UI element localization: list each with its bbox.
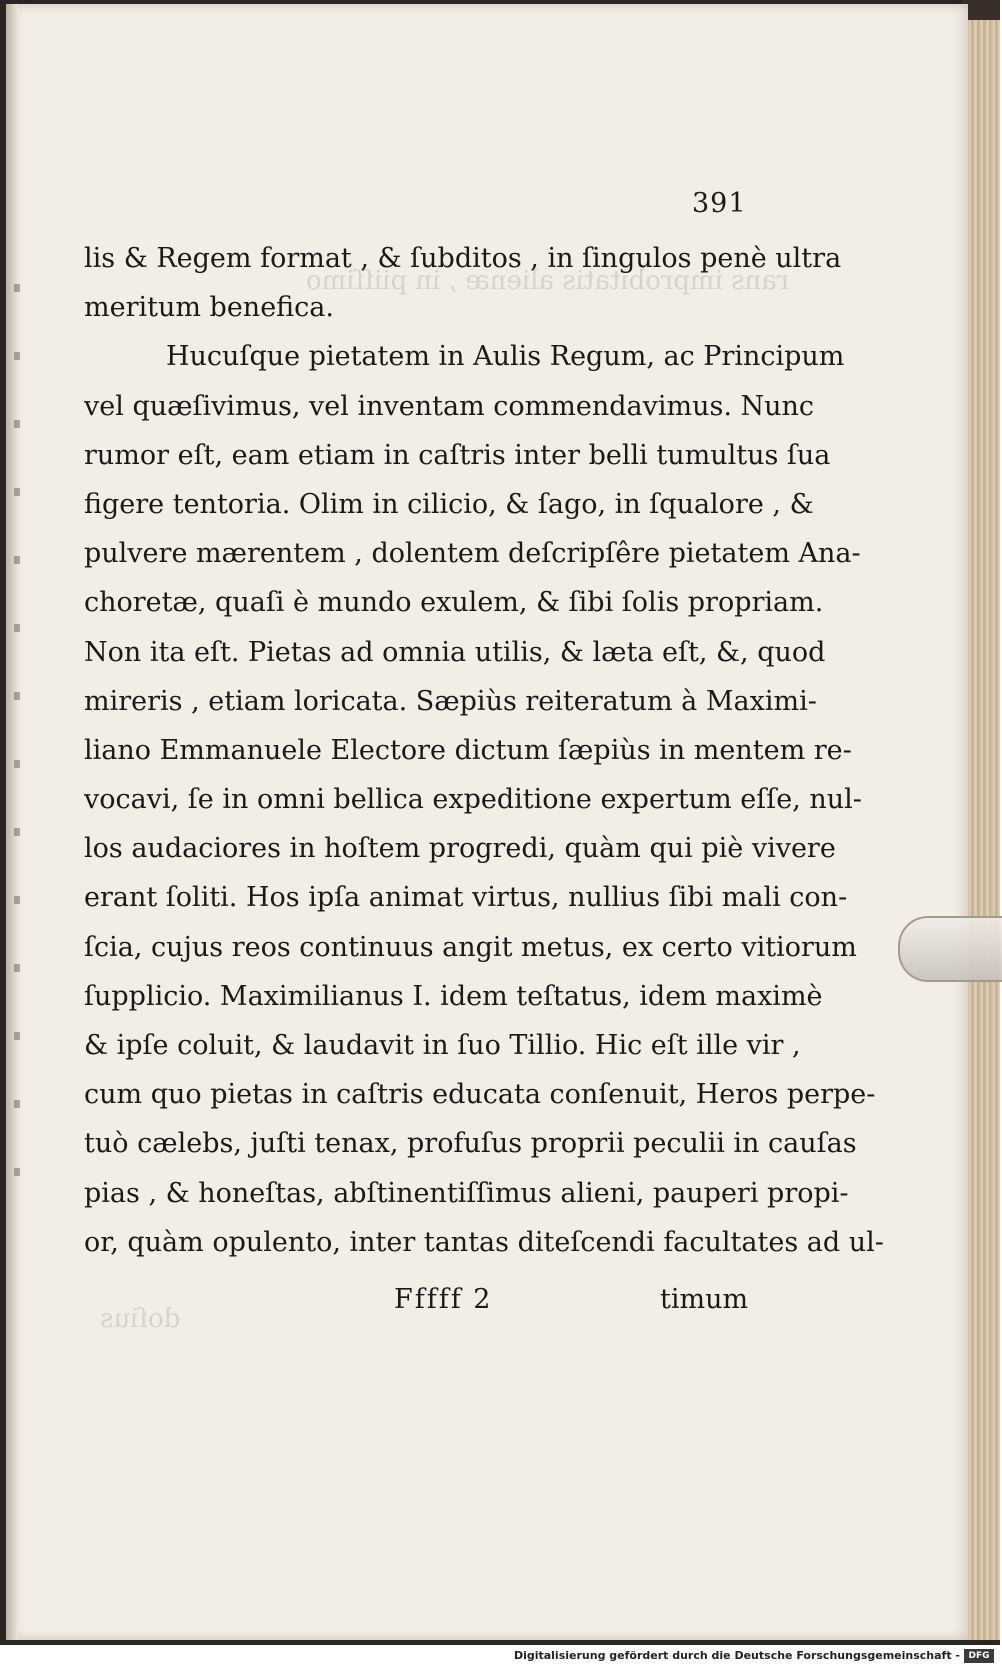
text-line: Non ita eſt. Pietas ad omnia utilis, & læta eſt, &, quod	[84, 636, 826, 668]
text-line: pulvere mærentem , dolentem deſcripſêre pietatem Ana-	[84, 538, 861, 570]
page-clip	[898, 916, 1002, 982]
signature-mark: Fffff 2	[394, 1284, 493, 1315]
footer-credit: Digitalisierung gefördert durch die Deutsche Forschungsgemeinschaft -	[513, 1649, 960, 1662]
text-line: lis & Regem format , & ſubditos , in ſingulos penè ultra	[84, 243, 842, 274]
text-line: tuò cælebs, juſti tenax, profuſus proprii peculii in cauſas	[84, 1128, 857, 1160]
bleed-through-catchword: doſius	[100, 1304, 181, 1334]
text-line: choretæ, quaſi è mundo exulem, & ſibi ſolis propriam.	[84, 587, 824, 619]
text-line: vocavi, ſe in omni bellica expeditione expertum eſſe, nul-	[84, 784, 862, 816]
text-line: rumor eſt, eam etiam in caſtris inter belli tumultus ſua	[84, 439, 831, 471]
text-line: liano Emmanuele Electore dictum ſæpiùs in mentem re-	[84, 734, 852, 766]
text-line: or, quàm opulento, inter tantas diteſcendi facultates ad ul-	[84, 1226, 884, 1258]
page-number: 391	[692, 188, 747, 219]
text-line: mireris , etiam loricata. Sæpiùs reiteratum à Maximi-	[84, 685, 817, 717]
text-line: ſcia, cujus reos continuus angit metus, ex certo vitiorum	[84, 931, 857, 963]
text-line: & ipſe coluit, & laudavit in ſuo Tillio. Hic eſt ille vir ,	[84, 1030, 801, 1061]
text-line: cum quo pietas in caſtris educata conſenuit, Heros perpe-	[84, 1079, 876, 1111]
text-line: figere tentoria. Olim in cilicio, & ſago, in ſqualore , &	[84, 488, 814, 520]
text-line: los audaciores in hoſtem progredi, quàm qui piè vivere	[84, 833, 836, 865]
text-line: erant ſoliti. Hos ipſa animat virtus, nullius ſibi mali con-	[84, 882, 848, 914]
text-line: ſupplicio. Maximilianus I. idem teſtatus, idem maximè	[84, 980, 823, 1012]
book-page	[6, 4, 968, 1640]
text-line: Hucuſque pietatem in Aulis Regum, ac Principum	[166, 341, 845, 373]
text-line: vel quæſivimus, vel inventam commendavimus. Nunc	[84, 390, 815, 422]
text-line: pias , & honeſtas, abſtinentiſſimus alieni, pauperi propi-	[84, 1177, 849, 1209]
bleed-through-text: rans improbitatis alienæ , in piiſſimo	[306, 266, 790, 296]
footer-bar	[0, 1645, 1000, 1668]
body-text	[84, 234, 884, 1267]
dfg-logo-icon: DFG	[964, 1649, 994, 1663]
margin-marks	[14, 224, 20, 1204]
text-line: meritum benefica.	[84, 292, 334, 324]
catchword: timum	[660, 1284, 749, 1315]
page-edges	[968, 20, 1000, 1640]
